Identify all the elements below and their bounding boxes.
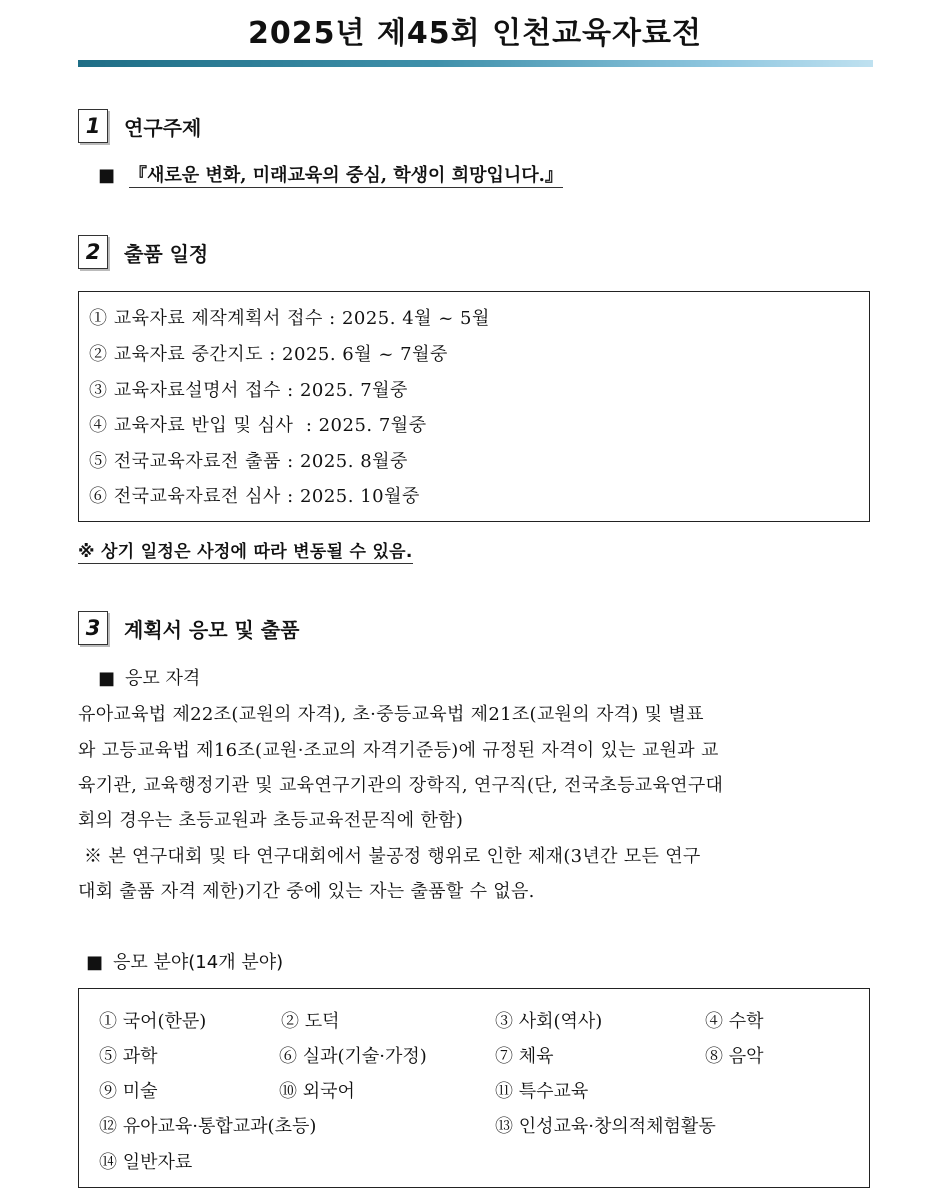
- document-title: 2025년 제45회 인천교육자료전: [248, 16, 702, 51]
- schedule-box: [78, 291, 870, 522]
- eligibility-heading-text: 응모 자격: [125, 668, 201, 689]
- eligibility-line: 와 고등교육법 제16조(교원·조교의 자격기준등)에 규정된 자격이 있는 교원과 교: [78, 740, 719, 761]
- field-item: ⑭ 일반자료: [99, 1152, 193, 1173]
- schedule-item: ④ 교육자료 반입 및 심사 : 2025. 7월중: [89, 415, 427, 436]
- schedule-item: ⑥ 전국교육자료전 심사 : 2025. 10월중: [89, 486, 420, 507]
- field-item: ⑨ 미술: [99, 1081, 158, 1102]
- eligibility-heading: [98, 664, 200, 690]
- schedule-item: ② 교육자료 중간지도 : 2025. 6월 ~ 7월중: [89, 344, 448, 365]
- fields-heading-text: 응모 분야(14개 분야): [113, 952, 284, 973]
- field-item: ⑥ 실과(기술·가정): [279, 1046, 427, 1067]
- field-item: ⑦ 체육: [495, 1046, 554, 1067]
- field-item: ⑬ 인성교육·창의적체험활동: [495, 1116, 716, 1137]
- section-1-heading: [78, 109, 201, 143]
- fields-box: [78, 988, 870, 1188]
- square-bullet-icon: ■: [86, 952, 104, 973]
- title-underline-bar: [78, 60, 873, 67]
- section-2-heading: [78, 235, 208, 269]
- square-bullet-icon: ■: [98, 668, 116, 689]
- section-1-number: 1: [78, 109, 108, 143]
- field-item: ④ 수학: [705, 1011, 764, 1032]
- schedule-item: ⑤ 전국교육자료전 출품 : 2025. 8월중: [89, 451, 408, 472]
- field-item: ② 도덕: [281, 1011, 340, 1032]
- section-1-title: 연구주제: [124, 115, 202, 140]
- eligibility-line: 유아교육법 제22조(교원의 자격), 초·중등교육법 제21조(교원의 자격) 및 별표: [78, 704, 704, 725]
- section-3-title: 계획서 응모 및 출품: [124, 617, 300, 642]
- section-3-number: 3: [78, 611, 108, 645]
- section-2-number: 2: [78, 235, 108, 269]
- field-item: ⑤ 과학: [99, 1046, 158, 1067]
- eligibility-line: 회의 경우는 초등교원과 초등교육전문직에 한함): [78, 810, 464, 831]
- research-theme: [98, 161, 563, 187]
- schedule-item: ③ 교육자료설명서 접수 : 2025. 7월중: [89, 380, 408, 401]
- field-item: ⑫ 유아교육·통합교과(초등): [99, 1116, 317, 1137]
- section-2-title: 출품 일정: [124, 241, 209, 266]
- field-item: ⑧ 음악: [705, 1046, 764, 1067]
- field-item: ⑪ 특수교육: [495, 1081, 589, 1102]
- research-theme-text: 『새로운 변화, 미래교육의 중심, 학생이 희망입니다.』: [129, 165, 563, 186]
- schedule-item: ① 교육자료 제작계획서 접수 : 2025. 4월 ~ 5월: [89, 308, 490, 329]
- fields-heading: [86, 948, 283, 974]
- eligibility-line: 대회 출품 자격 제한)기간 중에 있는 자는 출품할 수 없음.: [78, 881, 535, 902]
- field-item: ③ 사회(역사): [495, 1011, 603, 1032]
- section-3-heading: [78, 611, 299, 645]
- square-bullet-icon: ■: [98, 165, 116, 186]
- schedule-note: ※ 상기 일정은 사정에 따라 변동될 수 있음.: [78, 537, 413, 564]
- eligibility-line: ※ 본 연구대회 및 타 연구대회에서 불공정 행위로 인한 제재(3년간 모든 연구: [78, 846, 701, 867]
- field-item: ① 국어(한문): [99, 1011, 207, 1032]
- eligibility-line: 육기관, 교육행정기관 및 교육연구기관의 장학직, 연구직(단, 전국초등교육연구대: [78, 775, 724, 796]
- field-item: ⑩ 외국어: [279, 1081, 355, 1102]
